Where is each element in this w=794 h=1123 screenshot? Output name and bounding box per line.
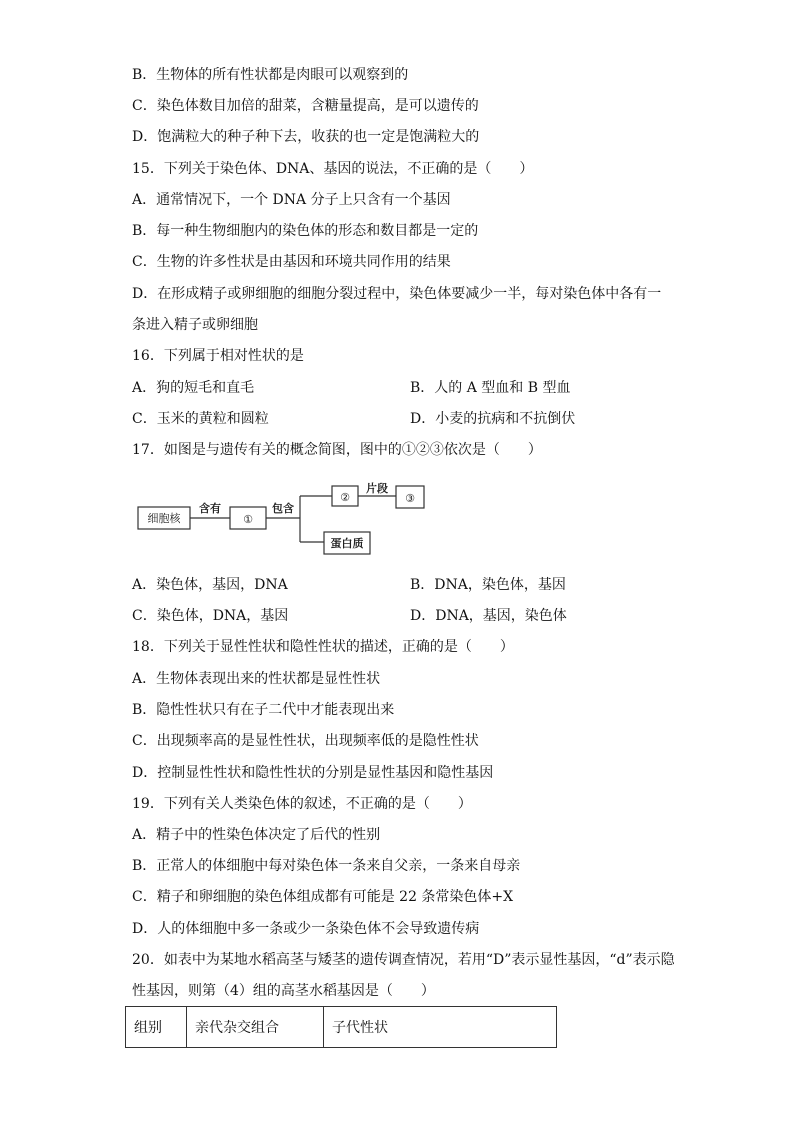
q14-option-b: B．生物体的所有性状都是肉眼可以观察到的 <box>132 67 409 83</box>
genetics-concept-diagram <box>132 482 442 562</box>
q17-option-a: A．染色体，基因，DNA <box>132 577 288 593</box>
q14-option-d: D．饱满粒大的种子种下去，收获的也一定是饱满粒大的 <box>132 129 480 145</box>
q19-option-d: D．人的体细胞中多一条或少一条染色体不会导致遗传病 <box>132 921 480 937</box>
q18-option-a: A．生物体表现出来的性状都是显性性状 <box>132 671 381 687</box>
header-parent-cross: 亲代杂交组合 <box>187 1007 324 1048</box>
q16-option-a: A．狗的短毛和直毛 <box>132 380 255 396</box>
concept-map-svg <box>132 482 442 562</box>
q15-option-a: A．通常情况下，一个 DNA 分子上只含有一个基因 <box>132 192 451 208</box>
nucleus-label: 细胞核 <box>147 512 181 525</box>
q20-stem-line2: 性基因，则第（4）组的高茎水稻基因是（ ） <box>132 983 435 999</box>
q15-option-d-line1: D．在形成精子或卵细胞的细胞分裂过程中，染色体要减少一半，每对染色体中各有一 <box>132 286 662 302</box>
q15-option-c: C．生物的许多性状是由基因和环境共同作用的结果 <box>132 254 451 270</box>
q18-stem: 18．下列关于显性性状和隐性性状的描述，正确的是（ ） <box>132 639 514 655</box>
q19-stem: 19．下列有关人类染色体的叙述，不正确的是（ ） <box>132 796 472 812</box>
q18-option-d: D．控制显性性状和隐性性状的分别是显性基因和隐性基因 <box>132 765 494 781</box>
q18-option-b: B．隐性性状只有在子二代中才能表现出来 <box>132 702 395 718</box>
q17-stem: 17．如图是与遗传有关的概念简图，图中的①②③依次是（ ） <box>132 442 542 458</box>
q16-stem: 16．下列属于相对性状的是 <box>132 348 304 364</box>
q16-option-c: C．玉米的黄粒和圆粒 <box>132 411 269 427</box>
q18-option-c: C．出现频率高的是显性性状，出现频率低的是隐性性状 <box>132 733 479 749</box>
q15-option-d-line2: 条进入精子或卵细胞 <box>132 317 258 333</box>
q16-option-b: B．人的 A 型血和 B 型血 <box>410 380 571 396</box>
q19-option-b: B．正常人的体细胞中每对染色体一条来自父亲，一条来自母亲 <box>132 858 521 874</box>
header-group: 组别 <box>126 1007 187 1048</box>
contains-label: 含有 <box>199 502 221 515</box>
q19-option-a: A．精子中的性染色体决定了后代的性别 <box>132 827 381 843</box>
q15-stem: 15．下列关于染色体、DNA、基因的说法，不正确的是（ ） <box>132 161 534 177</box>
q19-option-c: C．精子和卵细胞的染色体组成都有可能是 22 条常染色体+X <box>132 889 514 905</box>
q16-option-d: D．小麦的抗病和不抗倒伏 <box>410 411 576 427</box>
q20-stem-line1: 20．如表中为某地水稻高茎与矮茎的遗传调查情况，若用“D”表示显性基因，“d”表示隐 <box>132 952 675 968</box>
includes-label: 包含 <box>272 502 294 515</box>
circle3-label: ③ <box>405 492 415 505</box>
table-header-row <box>126 1007 557 1048</box>
protein-label: 蛋白质 <box>330 537 364 550</box>
q20-table <box>125 1006 557 1048</box>
q17-option-c: C．染色体，DNA，基因 <box>132 608 289 624</box>
q17-option-d: D．DNA，基因，染色体 <box>410 608 567 624</box>
header-offspring-trait: 子代性状 <box>324 1007 557 1048</box>
q14-option-c: C．染色体数目加倍的甜菜，含糖量提高，是可以遗传的 <box>132 98 479 114</box>
q17-option-b: B．DNA，染色体，基因 <box>410 577 566 593</box>
circle2-label: ② <box>340 491 350 504</box>
segment-label: 片段 <box>366 482 388 495</box>
circle1-label: ① <box>243 513 253 526</box>
q15-option-b: B．每一种生物细胞内的染色体的形态和数目都是一定的 <box>132 223 479 239</box>
